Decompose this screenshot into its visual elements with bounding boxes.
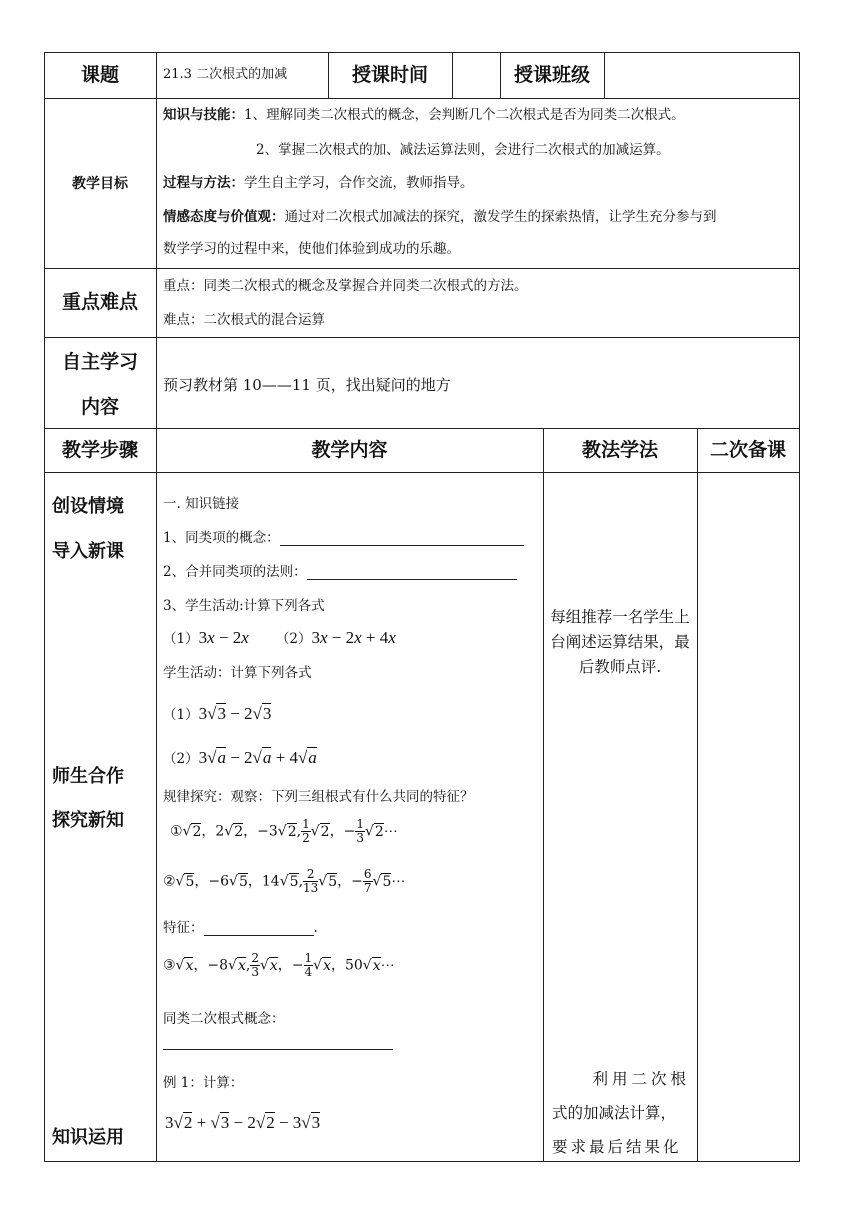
teaching-time-label: 授课时间	[351, 64, 428, 86]
group-3-radicals: ③√x，−8√x, $\frac{2}{3}$ √x，− $\frac{1}{4}$ √x，50√x⋯	[163, 951, 395, 980]
class-label: 授课班级	[513, 64, 590, 86]
calc2-number: （2）	[163, 751, 199, 767]
item2-text: 2、合并同类项的法则：	[163, 564, 307, 580]
calc-row-3	[163, 748, 317, 768]
step-2a: 师生合作	[52, 766, 124, 787]
step-1a: 创设情境	[52, 496, 124, 517]
section-knowledge-link: 一. 知识链接	[163, 496, 240, 512]
item1-text: 1、同类项的概念：	[163, 530, 280, 546]
item-merge-rule	[163, 566, 517, 580]
objective-attitude-line1	[163, 211, 717, 225]
objective-process	[163, 177, 474, 191]
feature-line: 特征： .	[163, 920, 318, 936]
student-activity-2: 学生活动：计算下列各式	[163, 665, 312, 681]
topic-label: 课题	[80, 64, 119, 86]
calc1-number: （1）	[163, 707, 199, 723]
column-method: 教法学法	[581, 439, 658, 461]
row-divider	[44, 98, 800, 99]
method-note-2-line2: 式的加减法计算，	[552, 1104, 677, 1122]
example-1-expression: 3√2 + √3 − 2√2 − 3√3	[165, 1113, 321, 1132]
difficulty-text: 难点：二次根式的混合运算	[163, 312, 325, 328]
process-text: 学生自主学习，合作交流，教师指导。	[244, 175, 474, 191]
expr-3x-2x: 3x − 2x	[198, 628, 249, 647]
focus-text: 重点：同类二次根式的概念及掌握合并同类二次根式的方法。	[163, 278, 528, 294]
method-note-2-line1: 利用二次根	[592, 1070, 690, 1088]
table-border-bottom	[44, 1161, 800, 1162]
expr-root3: 3√3 − 2√3	[198, 704, 272, 723]
self-study-label-2: 内容	[80, 396, 119, 418]
key-points-label: 重点难点	[61, 291, 138, 313]
column-divider	[156, 52, 157, 1162]
step-1b: 导入新课	[52, 541, 124, 562]
calc-row-2	[163, 704, 271, 724]
answer-blank	[307, 579, 517, 580]
calc-row-1	[163, 628, 396, 648]
column-content: 教学内容	[311, 439, 388, 461]
row-divider	[44, 472, 800, 473]
process-label: 过程与方法：	[163, 175, 244, 191]
attitude-label: 情感态度与价值观：	[163, 209, 285, 225]
example-1-label: 例 1：计算：	[163, 1075, 244, 1091]
column-divider	[452, 52, 453, 98]
table-border-right	[799, 52, 800, 1162]
objectives-label-cell	[44, 98, 156, 268]
feature-label: 特征：	[163, 920, 204, 936]
method-note-1: 每组推荐一名学生上台阐述运算结果，最后教师点评.	[550, 608, 690, 676]
concept-blank	[163, 1049, 393, 1050]
column-divider	[697, 428, 698, 1162]
objective-attitude-line2: 数学学习的过程中来，使他们体验到成功的乐趣。	[163, 241, 460, 257]
attitude-text-1: 通过对二次根式加减法的探究，激发学生的探索热情，让学生充分参与到	[284, 209, 717, 225]
step-3: 知识运用	[52, 1127, 124, 1148]
knowledge-text-1: 1、理解同类二次根式的概念，会判断几个二次根式是否为同类二次根式。	[244, 107, 685, 123]
topic-value: 21.3 二次根式的加减	[163, 67, 288, 82]
calc1-number: （1）	[163, 631, 199, 647]
objectives-label: 教学目标	[72, 176, 128, 192]
expr-3x-2x-4x: 3x − 2x + 4x	[311, 628, 396, 647]
expr-root-a: 3√a − 2√a + 4√a	[198, 748, 317, 767]
group-2-radicals: ②√5，−6√5，14√5, $\frac{2}{13}$ √5，− $\frac{6}{7}$ √5⋯	[163, 867, 406, 896]
explore-question: 规律探究：观察：下列三组根式有什么共同的特征？	[163, 789, 474, 805]
calc2-number: （2）	[275, 631, 312, 647]
objective-knowledge-line1	[163, 109, 685, 123]
method-note-2-line3: 要求最后结果化	[552, 1138, 682, 1156]
self-study-label-1: 自主学习	[61, 351, 138, 373]
item-like-terms-concept	[163, 532, 524, 546]
column-second-prep: 二次备课	[709, 439, 786, 461]
row-divider	[44, 337, 800, 338]
column-steps: 教学步骤	[61, 439, 138, 461]
answer-blank	[204, 935, 314, 936]
group-1-radicals: ①√2，2√2，−3√2, $\frac{1}{2}$ √2，− $\frac{1}{3}$ √2⋯	[170, 817, 398, 846]
column-divider	[604, 52, 605, 98]
row-divider	[44, 268, 800, 269]
objective-knowledge-line2: 2、掌握二次根式的加、减法运算法则，会进行二次根式的加减运算。	[256, 142, 670, 158]
item-student-activity: 3、学生活动:计算下列各式	[163, 598, 325, 614]
column-divider	[543, 428, 544, 1162]
step-2b: 探究新知	[52, 810, 124, 831]
answer-blank	[280, 545, 524, 546]
concept-label: 同类二次根式概念：	[163, 1011, 285, 1027]
knowledge-label: 知识与技能：	[163, 107, 244, 123]
self-study-text: 预习教材第 10——11 页，找出疑问的地方	[163, 376, 451, 394]
